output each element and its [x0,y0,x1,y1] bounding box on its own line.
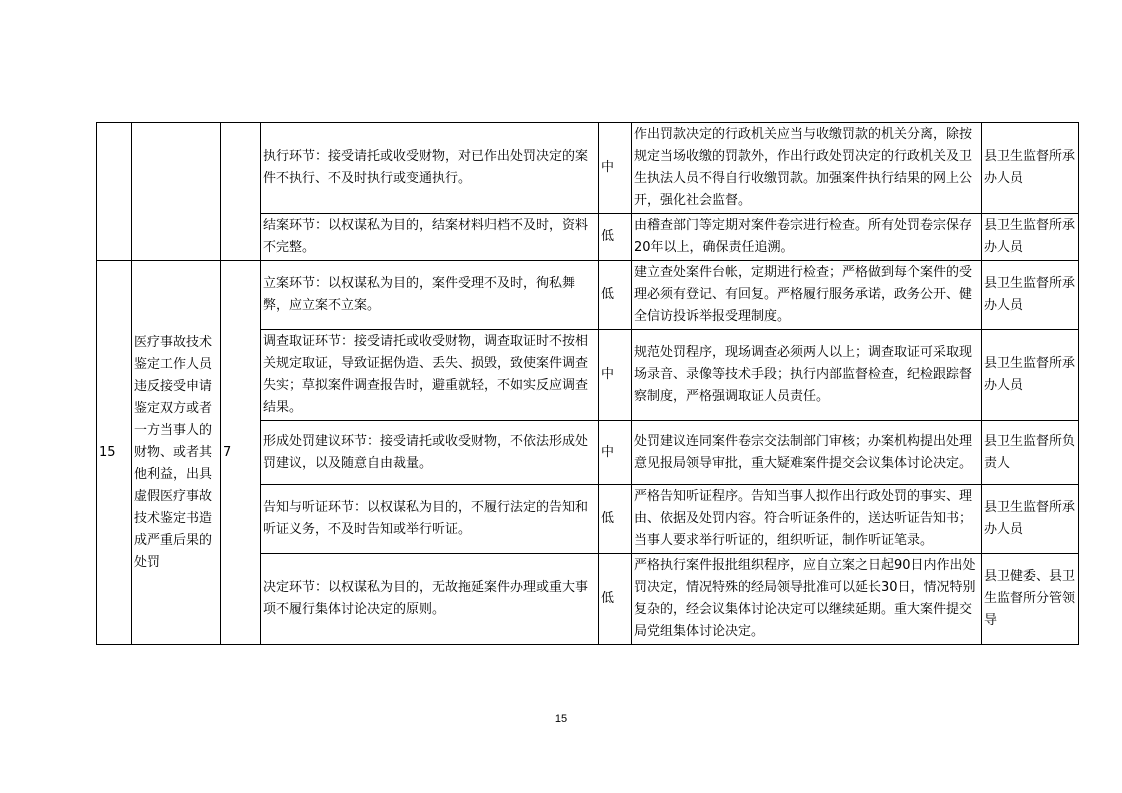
step-cell: 告知与听证环节：以权谋私为目的，不履行法定的告知和听证义务，不及时告知或举行听证。 [261,485,599,554]
table-row [97,261,1079,330]
risk-level-cell: 低 [599,554,632,645]
risk-control-table [96,122,1079,645]
page-number: 15 [554,713,568,725]
control-measures-cell: 规范处罚程序，现场调查必须两人以上；调查取证可采取现场录音、录像等技术手段；执行内部监督检查，纪检跟踪督察制度，严格强调取证人员责任。 [632,330,982,421]
risk-count-cell: 7 [221,261,261,645]
risk-level-cell: 低 [599,214,632,261]
item-number-cell: 15 [97,261,132,645]
item-number-cell [97,123,132,261]
responsible-cell: 县卫生监督所承办人员 [982,123,1079,214]
control-measures-cell: 处罚建议连同案件卷宗交法制部门审核；办案机构提出处理意见报局领导审批，重大疑难案件提交会议集体讨论决定。 [632,421,982,485]
step-cell: 结案环节：以权谋私为目的，结案材料归档不及时，资料不完整。 [261,214,599,261]
responsible-cell: 县卫生监督所承办人员 [982,485,1079,554]
step-cell: 调查取证环节：接受请托或收受财物，调查取证时不按相关规定取证，导致证据伪造、丢失、损毁，致使案件调查失实；草拟案件调查报告时，避重就轻，不如实反应调查结果。 [261,330,599,421]
control-measures-cell: 建立查处案件台帐，定期进行检查；严格做到每个案件的受理必须有登记、有回复。严格履行服务承诺，政务公开、健全信访投诉举报受理制度。 [632,261,982,330]
control-measures-cell: 由稽查部门等定期对案件卷宗进行检查。所有处罚卷宗保存20年以上，确保责任追溯。 [632,214,982,261]
table-row [97,123,1079,214]
responsible-cell: 县卫生监督所承办人员 [982,214,1079,261]
control-measures-cell: 严格执行案件报批组织程序，应自立案之日起90日内作出处罚决定，情况特殊的经局领导批准可以延长30日，情况特别复杂的，经会议集体讨论决定可以继续延期。重大案件提交局党组集体讨论决定。 [632,554,982,645]
control-measures-cell: 作出罚款决定的行政机关应当与收缴罚款的机关分离，除按规定当场收缴的罚款外，作出行政处罚决定的行政机关及卫生执法人员不得自行收缴罚款。加强案件执行结果的网上公开，强化社会监督。 [632,123,982,214]
control-measures-cell: 严格告知听证程序。告知当事人拟作出行政处罚的事实、理由、依据及处罚内容。符合听证条件的，送达听证告知书；当事人要求举行听证的，组织听证，制作听证笔录。 [632,485,982,554]
step-cell: 立案环节：以权谋私为目的，案件受理不及时，徇私舞弊，应立案不立案。 [261,261,599,330]
responsible-cell: 县卫健委、县卫生监督所分管领导 [982,554,1079,645]
risk-level-cell: 中 [599,421,632,485]
responsible-cell: 县卫生监督所承办人员 [982,261,1079,330]
step-cell: 执行环节：接受请托或收受财物，对已作出处罚决定的案件不执行、不及时执行或变通执行。 [261,123,599,214]
matter-cell [132,123,221,261]
risk-level-cell: 中 [599,330,632,421]
step-cell: 决定环节：以权谋私为目的，无故拖延案件办理或重大事项不履行集体讨论决定的原则。 [261,554,599,645]
risk-level-cell: 低 [599,485,632,554]
risk-level-cell: 中 [599,123,632,214]
responsible-cell: 县卫生监督所负责人 [982,421,1079,485]
responsible-cell: 县卫生监督所承办人员 [982,330,1079,421]
risk-level-cell: 低 [599,261,632,330]
matter-cell: 医疗事故技术鉴定工作人员违反接受申请鉴定双方或者一方当事人的财物、或者其他利益，出具虚假医疗事故技术鉴定书造成严重后果的处罚 [132,261,221,645]
risk-count-cell [221,123,261,261]
step-cell: 形成处罚建议环节：接受请托或收受财物，不依法形成处罚建议，以及随意自由裁量。 [261,421,599,485]
